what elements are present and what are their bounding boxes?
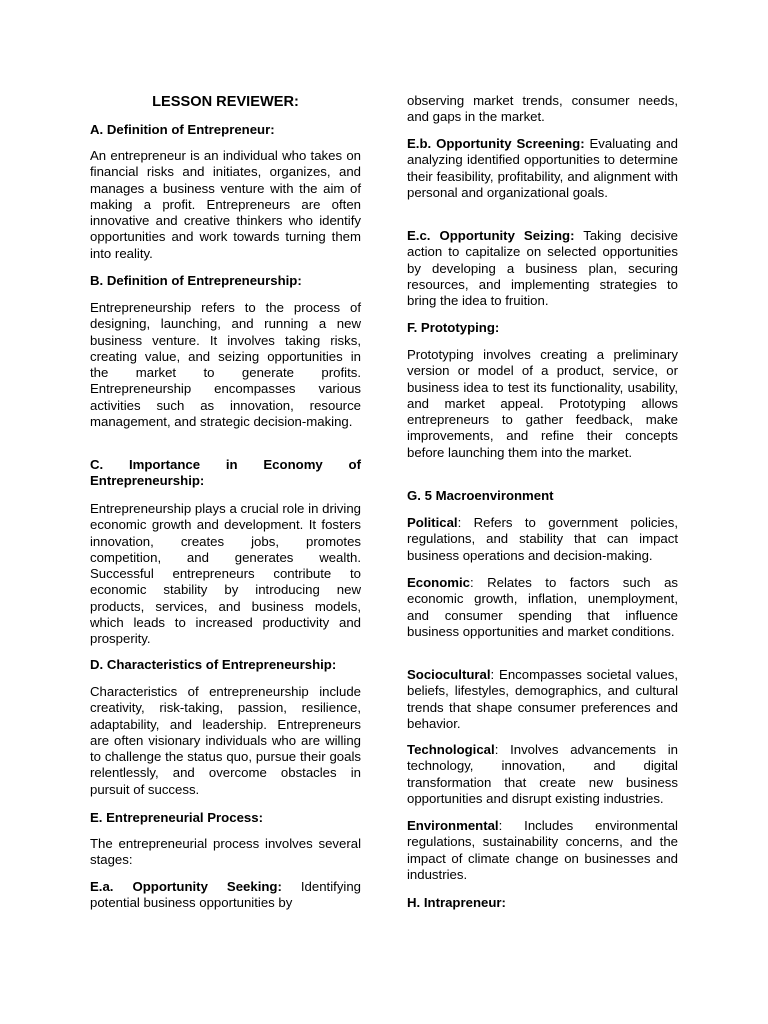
section-b-heading: B. Definition of Entrepreneurship: — [90, 273, 302, 288]
section-c-heading: C. Importance in Economy of Entrepreneurship: — [90, 457, 361, 489]
section-ec-paragraph — [407, 228, 678, 309]
political-body: : Refers to government policies, regulations, and stability that can impact business operations and decision-making. — [407, 515, 678, 563]
section-b-body: Entrepreneurship refers to the process of designing, launching, and running a new business venture. It involves taking risks, creating value, and seizing opportunities in the market to generate profits. Entrepreneurship encompasses various activities such as innovation, resource management, and strategic decision-making. — [90, 300, 361, 430]
sociocultural-paragraph — [407, 667, 678, 732]
section-eb-body: Evaluating and analyzing identified opportunities to determine their feasibility, profitability, and alignment with personal and organizational goals. — [407, 136, 678, 200]
technological-body: : Involves advancements in technology, innovation, and digital transformation that create new business opportunities and disrupt existing industries. — [407, 742, 678, 806]
economic-label: Economic — [407, 575, 471, 590]
political-label: Political — [407, 515, 458, 530]
section-d-body: Characteristics of entrepreneurship include creativity, risk-taking, passion, resilience, adaptability, and leadership. Entrepreneurs are often visionary individuals who are willing to challenge the status quo, pursue their goals relentlessly, and overcome obstacles in pursuit of success. — [90, 684, 361, 797]
sociocultural-label: Sociocultural — [407, 667, 491, 682]
political-paragraph — [407, 515, 678, 564]
section-ea-paragraph — [90, 879, 361, 912]
section-ea-body: Identifying potential business opportunities by — [90, 879, 362, 911]
section-ec-body: Taking decisive action to capitalize on selected opportunities by developing a business plan, securing resources, and implementing strategies to bring the idea to fruition. — [407, 228, 678, 309]
sociocultural-body: : Encompasses societal values, beliefs, lifestyles, demographics, and cultural trends that shape consumer preferences and behavior. — [407, 667, 678, 731]
environmental-paragraph — [407, 818, 678, 883]
technological-paragraph — [407, 742, 678, 807]
section-g-heading: G. 5 Macroenvironment — [407, 488, 554, 503]
environmental-body: : Includes environmental regulations, sustainability concerns, and the impact of climate change on businesses and industries. — [407, 818, 678, 882]
economic-paragraph — [407, 575, 678, 640]
technological-label: Technological — [407, 742, 495, 757]
section-e-body: The entrepreneurial process involves several stages: — [90, 836, 361, 868]
section-f-heading: F. Prototyping: — [407, 320, 500, 335]
section-d-heading: D. Characteristics of Entrepreneurship: — [90, 657, 337, 672]
section-a-heading: A. Definition of Entrepreneur: — [90, 122, 275, 137]
page-title: LESSON REVIEWER: — [152, 94, 299, 110]
section-eb-paragraph — [407, 136, 678, 201]
section-ec-label: E.c. Opportunity Seizing: — [407, 228, 575, 243]
section-a-body: An entrepreneur is an individual who takes on financial risks and initiates, organizes, and manages a business venture with the aim of making a profit. Entrepreneurs are often innovative and creative thinkers who identify opportunities and work towards turning them into reality. — [90, 148, 361, 261]
section-ea-continuation: observing market trends, consumer needs, and gaps in the market. — [407, 93, 678, 125]
section-eb-label: E.b. Opportunity Screening: — [407, 136, 585, 151]
environmental-label: Environmental — [407, 818, 499, 833]
section-ea-label: E.a. Opportunity Seeking: — [90, 879, 282, 894]
section-c-body: Entrepreneurship plays a crucial role in driving economic growth and development. It fosters innovation, creates jobs, promotes competition, and generates wealth. Successful entrepreneurs contribute to economic stability by introducing new products, services, and business models, which leads to increased productivity and prosperity. — [90, 501, 361, 647]
section-e-heading: E. Entrepreneurial Process: — [90, 810, 263, 825]
section-h-heading: H. Intrapreneur: — [407, 895, 506, 910]
section-f-body: Prototyping involves creating a preliminary version or model of a product, service, or business idea to test its functionality, usability, and market appeal. Prototyping allows entrepreneurs to gather feedback, make improvements, and refine their concepts before launching them into the market. — [407, 347, 678, 460]
economic-body: : Relates to factors such as economic growth, inflation, unemployment, and consumer spending that influence business opportunities and market conditions. — [407, 575, 678, 639]
